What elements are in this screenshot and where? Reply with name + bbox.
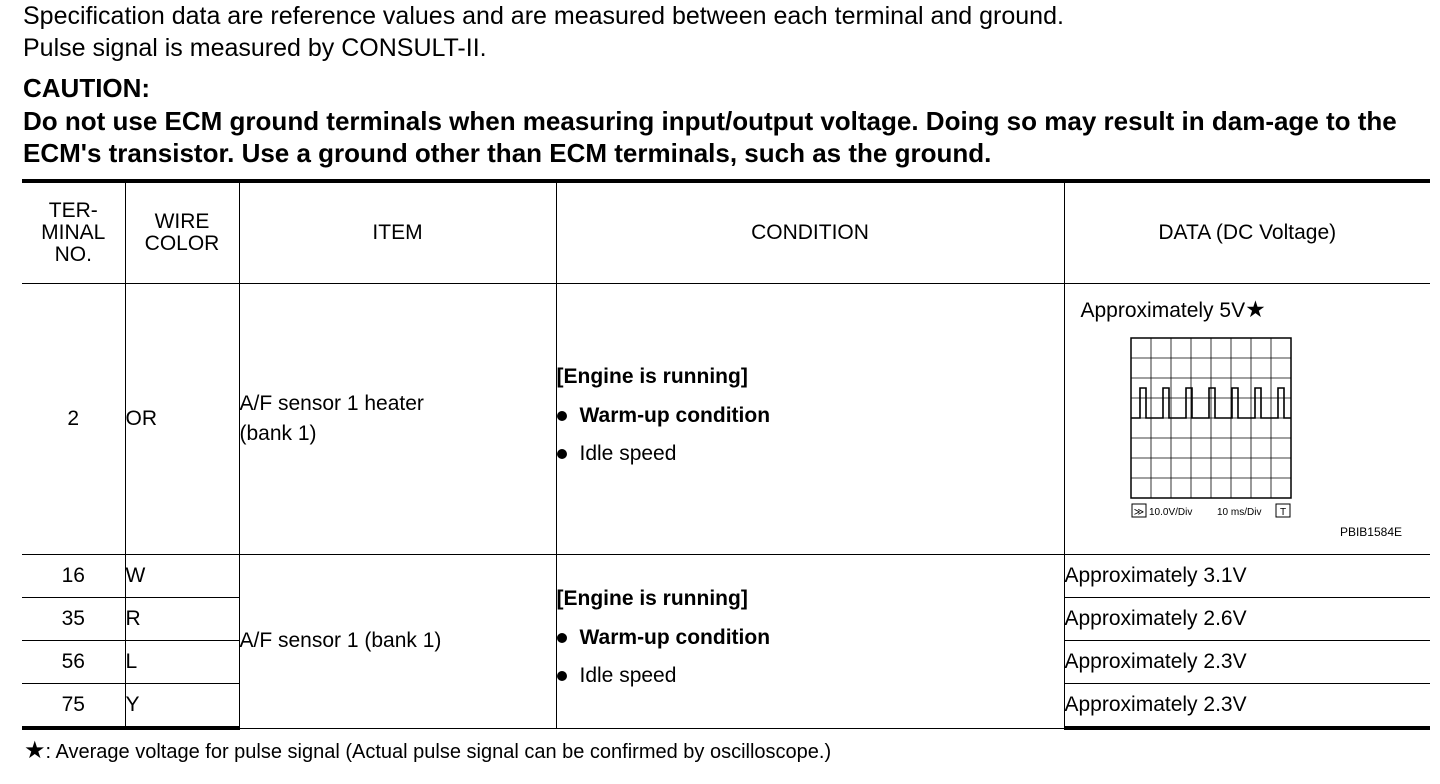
condition-bullet: Warm-up condition (579, 626, 771, 650)
figure-code: PBIB1584E (1339, 525, 1402, 539)
star-icon: ★ (1245, 296, 1266, 322)
scope-mode-icon: ≫ (1133, 507, 1144, 518)
condition-cell (556, 284, 1064, 555)
condition-bullet: Idle speed (579, 664, 677, 688)
bullet-icon (557, 671, 567, 681)
table-row (22, 555, 1430, 598)
wire-color-cell: L (125, 641, 239, 684)
condition-cell (556, 555, 1064, 729)
data-cell: Approximately 2.6V (1064, 598, 1430, 641)
wire-color-cell: W (125, 555, 239, 598)
intro-line-1: Specification data are reference values and are measured between each terminal and ground. (23, 2, 1064, 30)
terminal-cell: 75 (22, 684, 125, 729)
header-terminal: TER-MINAL NO. (22, 181, 125, 284)
header-data: DATA (DC Voltage) (1064, 181, 1430, 284)
table-header-row (22, 181, 1430, 284)
wire-color-cell: OR (125, 284, 239, 555)
table-row (22, 284, 1430, 555)
spec-table (22, 179, 1430, 730)
condition-title: [Engine is running] (556, 365, 748, 388)
oscilloscope-waveform (1129, 336, 1295, 520)
scope-volt-div: 10.0V/Div (1148, 507, 1192, 518)
data-cell: Approximately 2.3V (1064, 641, 1430, 684)
terminal-cell: 16 (22, 555, 125, 598)
item-cell: A/F sensor 1 (bank 1) (239, 555, 556, 729)
item-cell: A/F sensor 1 heater (bank 1) (239, 284, 556, 555)
header-item: ITEM (239, 181, 556, 284)
footnote-text: : Average voltage for pulse signal (Actual pulse signal can be confirmed by oscilloscope.) (45, 741, 832, 763)
caution-body: Do not use ECM ground terminals when measuring input/output voltage. Doing so may result in dam-age to the ECM's transistor. Use a ground other than ECM terminals, such as the ground. (23, 106, 1397, 168)
condition-bullet: Warm-up condition (579, 404, 771, 427)
wire-color-cell: R (125, 598, 239, 641)
data-value: Approximately 5V (1080, 299, 1246, 322)
star-icon: ★ (24, 737, 46, 764)
bullet-icon (557, 449, 567, 459)
data-cell: Approximately 2.3V (1064, 684, 1430, 729)
bullet-icon (557, 411, 567, 421)
caution-title: CAUTION: (23, 73, 151, 103)
scope-time-div: 10 ms/Div (1216, 507, 1261, 518)
bullet-icon (557, 633, 567, 643)
intro-line-2: Pulse signal is measured by CONSULT-II. (23, 34, 487, 62)
header-wire-color: WIRE COLOR (125, 181, 239, 284)
terminal-cell: 2 (22, 284, 125, 555)
data-cell: Approximately 3.1V (1064, 555, 1430, 598)
wire-color-cell: Y (125, 684, 239, 729)
terminal-cell: 56 (22, 641, 125, 684)
header-condition: CONDITION (556, 181, 1064, 284)
terminal-cell: 35 (22, 598, 125, 641)
data-cell (1064, 284, 1430, 555)
footnote (24, 736, 831, 765)
condition-bullet: Idle speed (579, 442, 677, 465)
condition-title: [Engine is running] (556, 587, 748, 611)
scope-trigger: T (1279, 507, 1286, 518)
